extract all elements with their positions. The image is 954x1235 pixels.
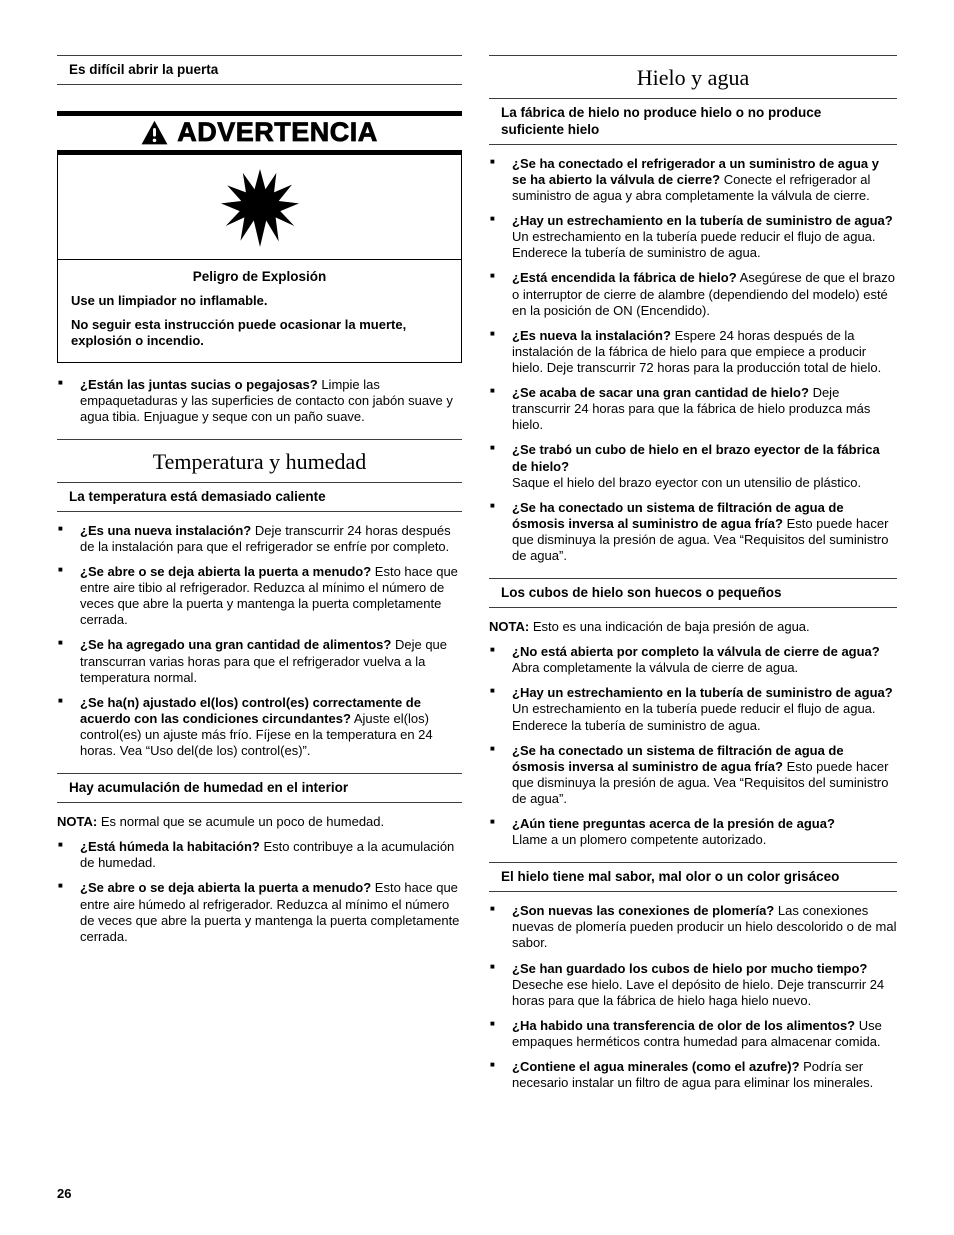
square-bullet-icon: ■	[490, 1018, 495, 1028]
warning-instruction-1: Use un limpiador no inflamable.	[71, 292, 268, 308]
answer-text: Limpie las empaquetaduras y las superficies de contacto con jabón suave y agua tibia. Enjuague y seque con un paño suave.	[80, 376, 453, 424]
right-column	[489, 55, 897, 1100]
question-text: ¿Está encendida la fábrica de hielo?	[512, 270, 737, 286]
troubleshooting-item	[57, 523, 462, 555]
troubleshooting-item	[57, 564, 462, 628]
answer-text: Las conexiones nuevas de plomería pueden producir un hielo descolorido o de mal sabor.	[512, 903, 897, 951]
square-bullet-icon: ■	[490, 904, 495, 914]
heading-temperature-too-warm: La temperatura está demasiado caliente	[57, 482, 462, 512]
note-label: NOTA:	[489, 619, 530, 635]
troubleshooting-item	[57, 839, 462, 871]
question-text: ¿Se han guardado los cubos de hielo por mucho tiempo?	[512, 960, 868, 976]
square-bullet-icon: ■	[490, 645, 495, 655]
question-text: ¿Se abre o se deja abierta la puerta a menudo?	[80, 880, 372, 896]
troubleshooting-item	[489, 743, 897, 807]
left-column	[57, 55, 462, 1100]
question-text: ¿Hay un estrechamiento en la tubería de suministro de agua?	[512, 685, 893, 701]
question-text: ¿Son nuevas las conexiones de plomería?	[512, 903, 775, 919]
answer-text: Un estrechamiento en la tubería puede reducir el flujo de agua. Enderece la tubería de suministro de agua.	[512, 701, 876, 733]
answer-text: Asegúrese de que el brazo o interruptor de cierre de alambre (dependiendo del modelo) esté en la posición de ON (Encendido).	[512, 270, 895, 318]
warning-title: ADVERTENCIA	[177, 116, 378, 147]
troubleshooting-item	[489, 156, 897, 204]
question-text: ¿Se ha(n) ajustado el(los) control(es) correctamente de acuerdo con las condiciones circundantes?	[80, 694, 421, 726]
heading-moisture-buildup: Hay acumulación de humedad en el interior	[57, 773, 462, 803]
answer-text: Ajuste el(los) control(es) un ajuste más frío. Fíjese en la temperatura en 24 horas. Vea “Uso del(de los) control(es)”.	[80, 710, 433, 759]
page-number: 26	[57, 1186, 72, 1201]
question-text: ¿Se ha conectado un sistema de filtración de agua de ósmosis inversa al suministro de agua fría?	[512, 499, 844, 531]
question-text: ¿Es nueva la instalación?	[512, 327, 671, 343]
square-bullet-icon: ■	[490, 328, 495, 338]
answer-text: Espere 24 horas después de la instalación de la fábrica de hielo para que empiece a producir hielo. Deje transcurrir 72 horas para la producción total de hielo.	[512, 327, 882, 375]
square-bullet-icon: ■	[490, 743, 495, 753]
answer-text: Deseche ese hielo. Lave el depósito de hielo. Deje transcurrir 24 horas para que la fábrica de hielo haga hielo nuevo.	[512, 976, 885, 1008]
heading-ice-bad-taste: El hielo tiene mal sabor, mal olor o un color grisáceo	[489, 862, 897, 892]
square-bullet-icon: ■	[490, 686, 495, 696]
answer-text: Conecte el refrigerador al suministro de agua y abra completamente la válvula de cierre.	[512, 171, 871, 203]
square-bullet-icon: ■	[490, 156, 495, 166]
warning-triangle-icon	[141, 120, 168, 145]
answer-text: Esto puede hacer que disminuya la presión de agua. Vea “Requisitos del suministro de agua”.	[512, 758, 889, 807]
heading-door-hard-to-open: Es difícil abrir la puerta	[57, 55, 462, 85]
square-bullet-icon: ■	[58, 638, 63, 648]
warning-box	[57, 111, 462, 363]
square-bullet-icon: ■	[490, 961, 495, 971]
note-text: Es normal que se acumule un poco de humedad.	[100, 814, 385, 830]
square-bullet-icon: ■	[490, 817, 495, 827]
question-text: ¿No está abierta por completo la válvula de cierre de agua?	[512, 644, 880, 660]
square-bullet-icon: ■	[490, 271, 495, 281]
question-text: ¿Están las juntas sucias o pegajosas?	[80, 376, 318, 392]
question-text: ¿Se acaba de sacar una gran cantidad de hielo?	[512, 385, 809, 401]
two-column-layout	[57, 55, 897, 1100]
square-bullet-icon: ■	[58, 695, 63, 705]
answer-text: Deje transcurrir 24 horas después de la instalación para que el refrigerador se enfríe por completo.	[80, 522, 451, 554]
answer-text: Saque el hielo del brazo eyector con un utensilio de plástico.	[512, 474, 862, 490]
question-text: ¿Es una nueva instalación?	[80, 522, 252, 538]
answer-text: Esto puede hacer que disminuya la presión de agua. Vea “Requisitos del suministro de agua”.	[512, 515, 889, 564]
warning-text-area	[58, 260, 461, 362]
troubleshooting-item	[489, 903, 897, 951]
troubleshooting-item	[57, 880, 462, 944]
answer-text: Llame a un plomero competente autorizado.	[512, 832, 767, 848]
section-title-ice-water: Hielo y agua	[489, 55, 897, 98]
troubleshooting-item	[489, 644, 897, 676]
square-bullet-icon: ■	[490, 443, 495, 453]
question-text: ¿Aún tiene preguntas acerca de la presión de agua?	[512, 816, 835, 832]
answer-text: Deje que transcurran varias horas para que el refrigerador vuelva a la temperatura normal.	[80, 637, 448, 685]
troubleshooting-item	[489, 213, 897, 261]
warning-instruction-2: No seguir esta instrucción puede ocasionar la muerte, explosión o incendio.	[71, 317, 407, 349]
square-bullet-icon: ■	[58, 523, 63, 533]
square-bullet-icon: ■	[58, 840, 63, 850]
troubleshooting-item	[489, 1018, 897, 1050]
note-label: NOTA:	[57, 814, 98, 830]
answer-text: Use empaques herméticos contra humedad para almacenar comida.	[512, 1017, 882, 1049]
troubleshooting-item	[489, 442, 897, 490]
question-text: ¿Se ha agregado una gran cantidad de alimentos?	[80, 637, 392, 653]
troubleshooting-item	[489, 961, 897, 1009]
explosion-icon	[58, 155, 461, 260]
troubleshooting-item	[489, 270, 897, 318]
answer-text: Deje transcurrir 24 horas para que la fábrica de hielo produzca más hielo.	[512, 385, 871, 433]
note-hollow-cubes	[489, 619, 897, 635]
square-bullet-icon: ■	[490, 386, 495, 396]
answer-text: Esto contribuye a la acumulación de humedad.	[80, 839, 455, 871]
question-text: ¿Se abre o se deja abierta la puerta a menudo?	[80, 564, 372, 580]
square-bullet-icon: ■	[490, 500, 495, 510]
heading-icemaker-not-producing: La fábrica de hielo no produce hielo o no produce suficiente hielo	[489, 98, 897, 145]
question-text: ¿Hay un estrechamiento en la tubería de suministro de agua?	[512, 213, 893, 229]
section-title-temperature-humidity: Temperatura y humedad	[57, 439, 462, 482]
heading-hollow-cubes: Los cubos de hielo son huecos o pequeños	[489, 578, 897, 608]
answer-text: Podría ser necesario instalar un filtro de agua para eliminar los minerales.	[512, 1059, 874, 1091]
troubleshooting-item	[489, 385, 897, 433]
troubleshooting-item	[489, 1059, 897, 1091]
square-bullet-icon: ■	[490, 1060, 495, 1070]
troubleshooting-item	[57, 637, 462, 685]
troubleshooting-item	[489, 685, 897, 733]
question-text: ¿Se trabó un cubo de hielo en el brazo eyector de la fábrica de hielo?	[512, 442, 880, 474]
answer-text: Esto hace que entre aire húmedo al refrigerador. Reduzca al mínimo el número de veces que abre la puerta y mantenga la puerta completamente cerrada.	[80, 880, 460, 944]
troubleshooting-item	[57, 695, 462, 759]
square-bullet-icon: ■	[490, 214, 495, 224]
answer-text: Un estrechamiento en la tubería puede reducir el flujo de agua. Enderece la tubería de suministro de agua.	[512, 229, 876, 261]
troubleshooting-item	[57, 377, 462, 425]
answer-text: Abra completamente la válvula de cierre de agua.	[512, 660, 799, 676]
troubleshooting-item	[489, 328, 897, 376]
question-text: ¿Se ha conectado el refrigerador a un suministro de agua y se ha abierto la válvula de cierre?	[512, 155, 879, 187]
question-text: ¿Se ha conectado un sistema de filtración de agua de ósmosis inversa al suministro de agua fría?	[512, 742, 844, 774]
warning-title-band	[57, 116, 462, 150]
note-humidity	[57, 814, 462, 830]
note-text: Esto es una indicación de baja presión de agua.	[532, 619, 810, 635]
question-text: ¿Contiene el agua minerales (como el azufre)?	[512, 1059, 800, 1075]
question-text: ¿Ha habido una transferencia de olor de los alimentos?	[512, 1017, 856, 1033]
troubleshooting-item	[489, 816, 897, 848]
square-bullet-icon: ■	[58, 377, 63, 387]
warning-body	[57, 155, 462, 363]
answer-text: Esto hace que entre aire tibio al refrigerador. Reduzca al mínimo el número de veces que abre la puerta y mantenga la puerta completamente cerrada.	[80, 564, 458, 628]
square-bullet-icon: ■	[58, 881, 63, 891]
square-bullet-icon: ■	[58, 565, 63, 575]
troubleshooting-item	[489, 500, 897, 564]
question-text: ¿Está húmeda la habitación?	[80, 839, 260, 855]
hazard-title: Peligro de Explosión	[192, 268, 327, 284]
